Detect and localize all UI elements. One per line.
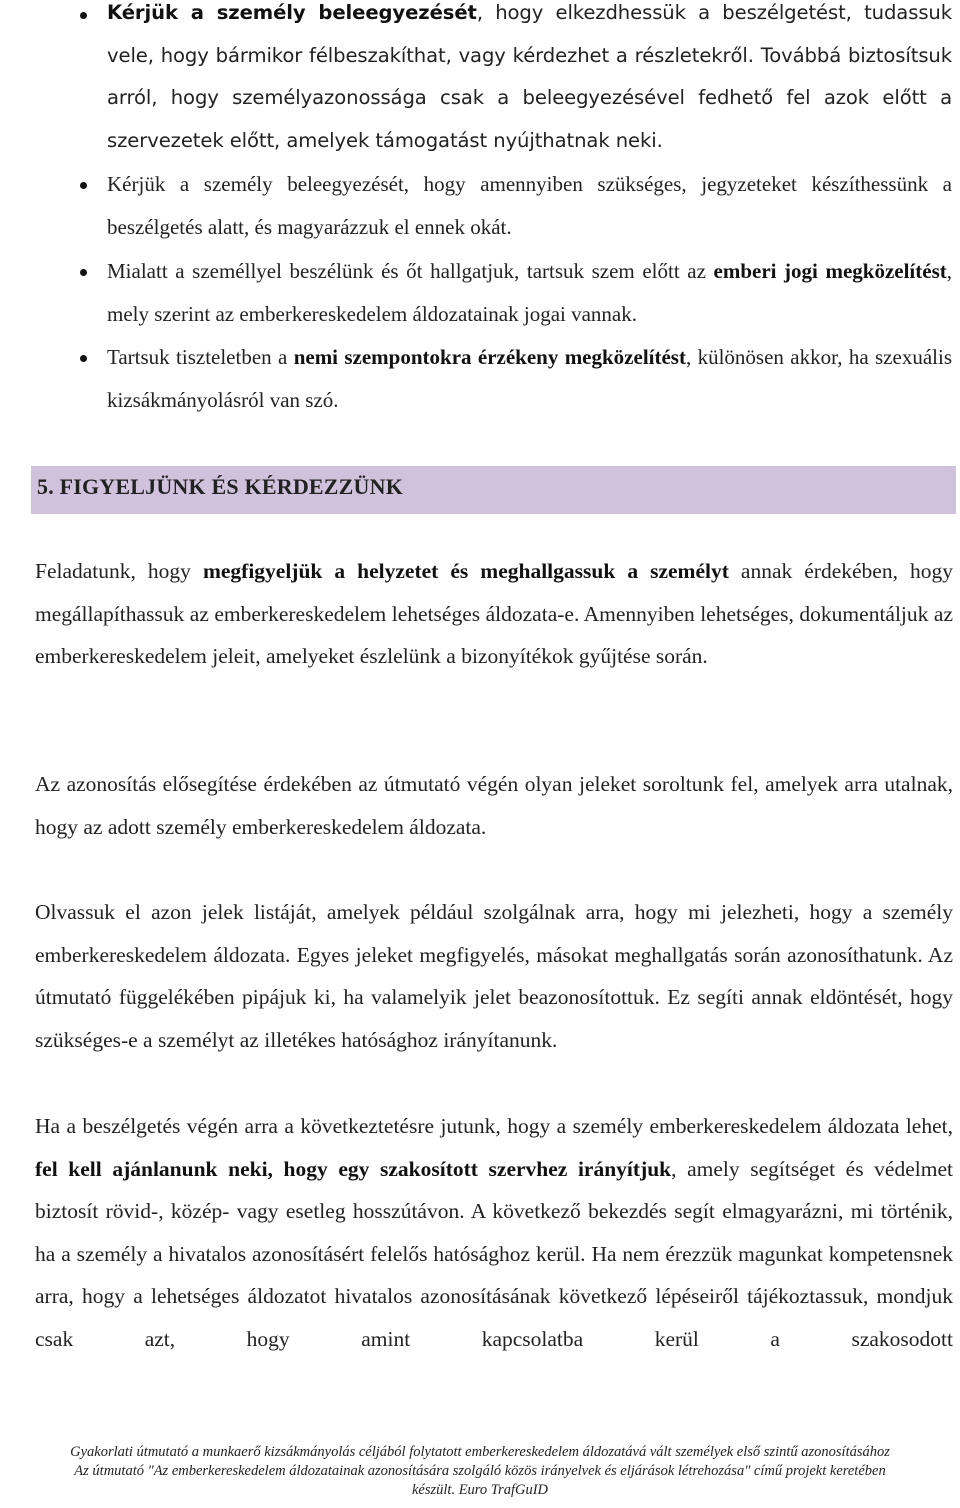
list-item-body: Tartsuk tiszteletben a	[107, 345, 294, 369]
bullet-icon	[80, 182, 87, 189]
footer-line: készült. Euro TrafGuID	[411, 1482, 548, 1498]
list-item-body: , mely szerint az emberkereskedelem áldozatainak jogai vannak.	[107, 259, 952, 326]
footer-line: Gyakorlati útmutató a munkaerő kizsákmányolás céljából folytatott emberkereskedelem áldozatává vált személyek első szintű azonosításához	[70, 1444, 890, 1460]
paragraph: Olvassuk el azon jelek listáját, amelyek például szolgálnak arra, hogy mi jelezheti, hogy a személy emberkereskedelem áldozata. Egyes jeleket megfigyelés, másokat meghallgatás során azonosíthatunk. Az útmutató függelékében pipájuk ki, ha valamelyik jelet beazonosítottuk. Ez segíti annak eldöntését, hogy szükséges-e a személyt az illetékes hatósághoz irányítanunk.	[35, 900, 953, 1052]
list-item-text: Kérjük a személy beleegyezését, hogy amennyiben szükséges, jegyzeteket készíthessünk a beszélgetés alatt, és magyarázzuk el ennek okát.	[107, 172, 952, 239]
list-item-text	[107, 250, 952, 336]
paragraph	[35, 550, 953, 678]
list-item	[0, 336, 960, 422]
section-heading	[31, 466, 956, 514]
bullet-icon	[80, 269, 87, 276]
bullet-icon	[80, 12, 87, 19]
list-item	[0, 250, 960, 336]
list-item	[0, 0, 960, 162]
paragraph-text: annak érdekében, hogy megállapíthassuk az emberkereskedelem lehetséges áldozata-e. Amennyiben lehetséges, dokumentáljuk az emberkereskedelem jeleit, amelyeket észlelünk a bizonyítékok gyűjtése során.	[35, 559, 953, 669]
bold-phrase: nemi szempontokra érzékeny megközelítést	[293, 345, 686, 369]
list-item-body: Mialatt a személlyel beszélünk és őt hallgatjuk, tartsuk szem előtt az	[107, 259, 714, 283]
bullet-icon	[80, 355, 87, 362]
bold-phrase: megfigyeljük a helyzetet és meghallgassuk a személyt	[202, 559, 729, 583]
bold-lead: Kérjük a személy beleegyezését	[107, 1, 477, 24]
list-item-text	[107, 336, 952, 422]
paragraph-text: Ha a beszélgetés végén arra a következtetésre jutunk, hogy a személy emberkereskedelem áldozata lehet,	[35, 1114, 953, 1138]
list-item-text	[107, 0, 952, 162]
list-item	[0, 163, 960, 249]
paragraph	[35, 1105, 953, 1361]
footer-line: Az útmutató "Az emberkereskedelem áldozatainak azonosítására szolgáló közös irányelvek és eljárások létrehozása" című projekt keretében	[74, 1463, 886, 1479]
bold-phrase: emberi jogi megközelítést	[713, 259, 947, 283]
paragraph: Az azonosítás elősegítése érdekében az útmutató végén olyan jeleket soroltunk fel, amelyek arra utalnak, hogy az adott személy emberkereskedelem áldozata.	[35, 772, 953, 839]
section-heading-text: 5. FIGYELJÜNK ÉS KÉRDEZZÜNK	[37, 474, 404, 499]
bold-phrase: fel kell ajánlanunk neki, hogy egy szakosított szervhez irányítjuk	[35, 1156, 672, 1181]
list-item-body: , hogy elkezdhessük a beszélgetést, tudassuk vele, hogy bármikor félbeszakíthat, vagy kérdezhet a részletekről. Továbbá biztosítsuk arról, hogy személyazonossága csak a beleegyezésével fedhető fel azok előtt a szervezetek előtt, amelyek támogatást nyújthatnak neki.	[107, 1, 952, 152]
paragraph-text: , amely segítséget és védelmet biztosít rövid-, közép- vagy esetleg hosszútávon. A következő bekezdés segít elmagyarázni, mi történik, ha a személy a hivatalos azonosításért felelős hatósághoz kerül. Ha nem érezzük magunkat kompetensnek arra, hogy a lehetséges áldozatot hivatalos azonosításának következő lépéseiről tájékoztassuk, mondjuk csak azt, hogy amint kapcsolatba kerül a szakosodott	[35, 1156, 953, 1351]
list-item-body: , különösen akkor, ha szexuális kizsákmányolásról van szó.	[107, 345, 952, 412]
paragraph-text: Feladatunk, hogy	[35, 559, 203, 583]
page-footer	[0, 1443, 960, 1500]
